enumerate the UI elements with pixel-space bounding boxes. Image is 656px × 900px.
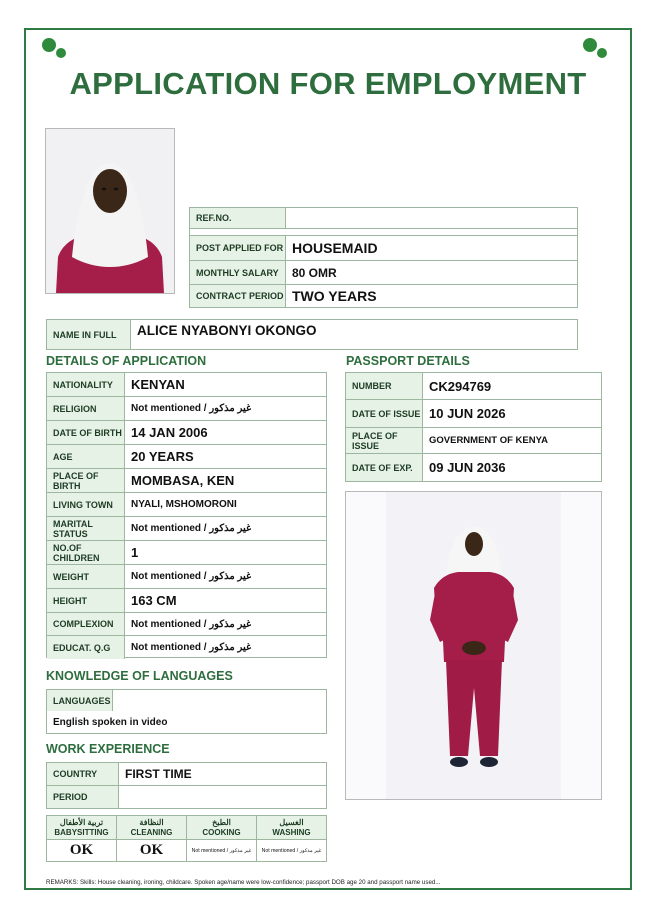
details-label: LIVING TOWN — [47, 493, 125, 516]
details-row — [47, 421, 326, 445]
details-value: 1 — [131, 545, 139, 560]
languages-label-row — [47, 690, 326, 711]
passport-value: GOVERNMENT OF KENYA — [429, 435, 548, 446]
page-title: APPLICATION FOR EMPLOYMENT — [69, 66, 587, 101]
skill-arabic: تربية الأطفال — [59, 817, 104, 827]
full-body-photo — [345, 491, 602, 800]
portrait-photo — [45, 128, 175, 294]
passport-row — [346, 428, 601, 454]
details-label: HEIGHT — [47, 589, 125, 612]
ref-no-row — [190, 208, 577, 229]
corner-dot-icon — [583, 38, 597, 52]
skills-header-row — [47, 816, 326, 840]
passport-row — [346, 454, 601, 481]
passport-label: NUMBER — [346, 373, 423, 399]
ref-no-label: REF.NO. — [190, 208, 286, 228]
details-row — [47, 565, 326, 589]
passport-label: PLACE OF ISSUE — [346, 428, 423, 453]
name-table — [46, 319, 578, 350]
skill-value: OK — [47, 840, 117, 861]
details-table — [46, 372, 327, 658]
details-row — [47, 493, 326, 517]
work-row — [47, 763, 326, 786]
contract-period-label: CONTRACT PERIOD — [190, 285, 286, 307]
skill-name: COOKING — [202, 827, 241, 837]
skill-name: CLEANING — [130, 827, 173, 837]
details-label: AGE — [47, 445, 125, 468]
details-value: Not mentioned / غير مذكور — [131, 523, 252, 534]
passport-label: DATE OF ISSUE — [346, 400, 423, 427]
contract-period-value: TWO YEARS — [292, 288, 377, 304]
skill-name: BABYSITTING — [54, 827, 109, 837]
details-label: MARITAL STATUS — [47, 517, 125, 540]
corner-dot-icon — [597, 48, 607, 58]
details-row — [47, 636, 326, 659]
details-label: PLACE OF BIRTH — [47, 469, 125, 492]
details-row — [47, 373, 326, 397]
details-label: WEIGHT — [47, 565, 125, 588]
details-value: MOMBASA, KEN — [131, 473, 235, 488]
languages-value: English spoken in video — [53, 716, 168, 728]
details-value: Not mentioned / غير مذكور — [131, 618, 252, 630]
work-label: PERIOD — [47, 786, 119, 808]
remarks-text: REMARKS: Skills: House cleaning, ironing, childcare. Spoken age/name were low-confidence; passport DOB age 20 and passport name used... — [46, 879, 441, 886]
skills-value-row — [47, 840, 326, 861]
skill-header — [117, 816, 187, 839]
skill-arabic: الطبخ — [212, 817, 231, 827]
details-label: COMPLEXION — [47, 613, 125, 635]
skill-name: WASHING — [272, 827, 311, 837]
details-row — [47, 469, 326, 493]
passport-table — [345, 372, 602, 482]
skill-arabic: الغسيل — [279, 817, 304, 827]
details-row — [47, 589, 326, 613]
skill-value: OK — [117, 840, 187, 861]
name-label: NAME IN FULL — [47, 320, 131, 349]
monthly-salary-value: 80 OMR — [292, 265, 337, 280]
monthly-salary-label: MONTHLY SALARY — [190, 261, 286, 284]
name-row — [47, 320, 577, 349]
details-value: 20 YEARS — [131, 449, 194, 464]
details-value: 163 CM — [131, 593, 177, 608]
work-label: COUNTRY — [47, 763, 119, 785]
details-label: RELIGION — [47, 397, 125, 420]
skill-header — [47, 816, 117, 839]
skill-header — [187, 816, 257, 839]
contract-period-row — [190, 285, 577, 307]
passport-label: DATE OF EXP. — [346, 454, 423, 481]
skill-header — [257, 816, 326, 839]
skills-table — [46, 815, 327, 862]
work-value — [119, 786, 125, 808]
details-row — [47, 397, 326, 421]
details-label: DATE OF BIRTH — [47, 421, 125, 444]
name-value: ALICE NYABONYI OKONGO — [137, 323, 317, 338]
work-heading: WORK EXPERIENCE — [46, 742, 170, 756]
corner-dot-icon — [42, 38, 56, 52]
passport-value: CK294769 — [429, 378, 492, 394]
details-value: NYALI, MSHOMORONI — [131, 499, 237, 510]
details-label: NO.OF CHILDREN — [47, 541, 125, 564]
work-row — [47, 786, 326, 808]
passport-row — [346, 373, 601, 400]
passport-heading: PASSPORT DETAILS — [346, 354, 470, 368]
languages-heading: KNOWLEDGE OF LANGUAGES — [46, 669, 233, 683]
details-heading: DETAILS OF APPLICATION — [46, 354, 207, 368]
skill-value: Not mentioned / غير مذكور — [187, 840, 257, 861]
work-table — [46, 762, 327, 809]
details-value: Not mentioned / غير مذكور — [131, 571, 252, 582]
skill-value: Not mentioned / غير مذكور — [261, 847, 322, 854]
post-applied-row — [190, 235, 577, 261]
details-row — [47, 541, 326, 565]
details-value: Not mentioned / غير مذكور — [131, 642, 252, 653]
details-value: KENYAN — [131, 377, 185, 392]
languages-table — [46, 689, 327, 734]
languages-label: LANGUAGES — [47, 690, 113, 711]
details-value: Not mentioned / غير مذكور — [131, 403, 252, 414]
skill-arabic: النظافة — [139, 817, 164, 827]
top-fields-table — [189, 207, 578, 308]
ref-no-value — [286, 208, 292, 228]
post-applied-label: POST APPLIED FOR — [190, 236, 286, 260]
passport-value: 09 JUN 2036 — [429, 460, 506, 475]
work-value: FIRST TIME — [125, 767, 192, 781]
details-label: NATIONALITY — [47, 373, 125, 396]
details-row — [47, 517, 326, 541]
languages-value-row — [47, 711, 326, 733]
post-applied-value: HOUSEMAID — [292, 240, 378, 256]
passport-value: 10 JUN 2026 — [429, 406, 506, 421]
details-label: EDUCAT. Q.G — [47, 636, 125, 659]
corner-dot-icon — [56, 48, 66, 58]
details-value: 14 JAN 2006 — [131, 425, 208, 440]
passport-row — [346, 400, 601, 428]
details-row — [47, 445, 326, 469]
monthly-salary-row — [190, 261, 577, 285]
details-row — [47, 613, 326, 636]
